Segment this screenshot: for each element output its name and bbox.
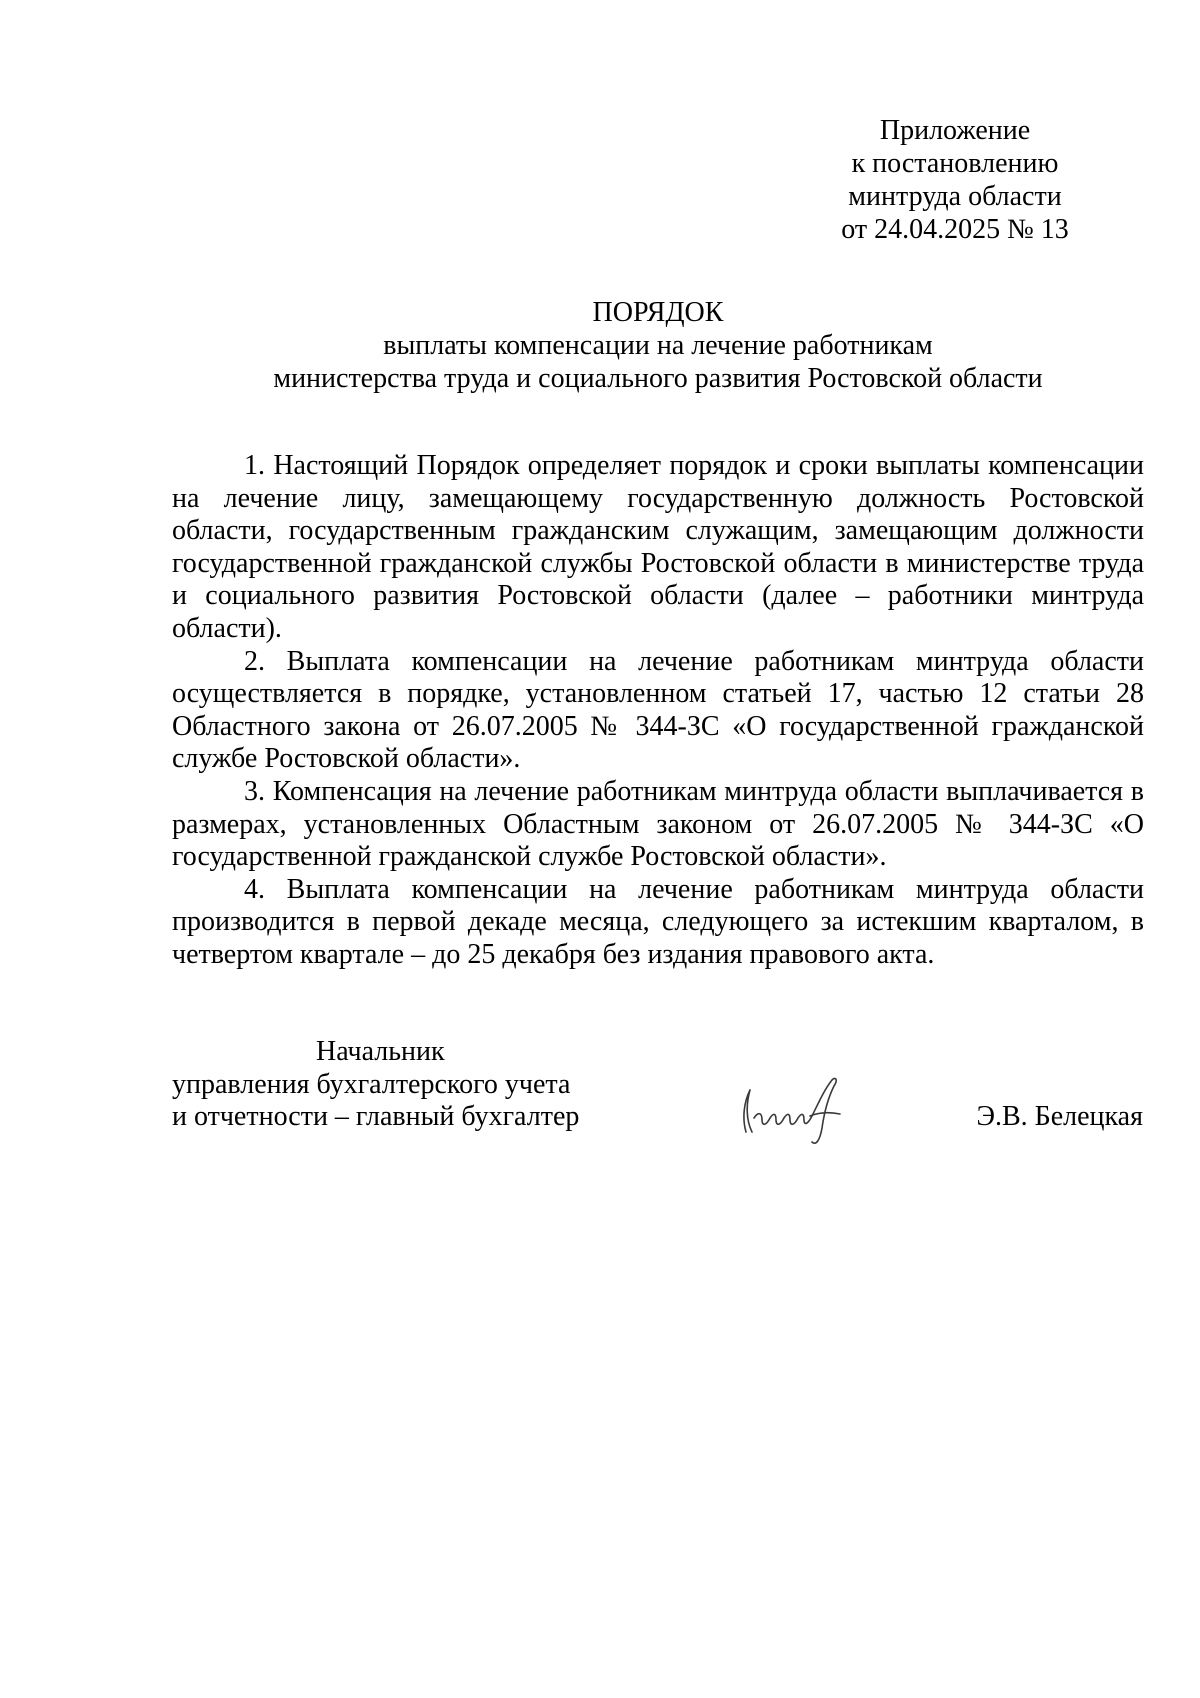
appendix-line-2: к постановлению [851,148,1059,179]
title-line-3: министерства труда и социального развития Ростовской области [273,363,1043,394]
title-line-2: выплаты компенсации на лечение работникам [383,330,933,361]
paragraph-4: 4. Выплата компенсации на лечение работникам минтруда области производится в первой декаде месяца, следующего за истекшим кварталом, в четвертом квартале – до 25 декабря без издания правового акта. [172,873,1144,970]
paragraph-2: 2. Выплата компенсации на лечение работникам минтруда области осуществляется в порядке, установленном статьей 17, частью 12 статьи 28 Областного закона от 26.07.2005 № 344-ЗС «О государственной гражданской службе Ростовской области». [172,645,1144,775]
title-heading: ПОРЯДОК [592,297,724,328]
paragraph-3: 3. Компенсация на лечение работникам минтруда области выплачивается в размерах, установленных Областным законом от 26.07.2005 № 344-ЗС «О государственной гражданской службе Ростовской области». [172,775,1144,873]
appendix-line-4: от 24.04.2025 № 13 [841,214,1069,245]
signatory-name: Э.В. Белецкая [976,1101,1143,1132]
role-line-3: и отчетности – главный бухгалтер [172,1101,580,1133]
signatory-role [172,1036,612,1134]
role-line-1: Начальник [316,1036,445,1067]
document-title [172,296,1144,395]
appendix-header [820,114,1090,246]
appendix-line-1: Приложение [879,115,1031,146]
role-line-2: управления бухгалтерского учета [172,1068,571,1100]
document-body [172,450,1144,972]
paragraph-1: 1. Настоящий Порядок определяет порядок и сроки выплаты компенсации на лечение лицу, замещающему государственную должность Ростовской области, государственным гражданским служащим, замещающим должности государственной гражданской службы Ростовской области в министерстве труда и социального развития Ростовской области (далее – работники минтруда области). [172,450,1144,644]
appendix-line-3: минтруда области [848,181,1062,212]
handwritten-signature [732,1068,862,1148]
